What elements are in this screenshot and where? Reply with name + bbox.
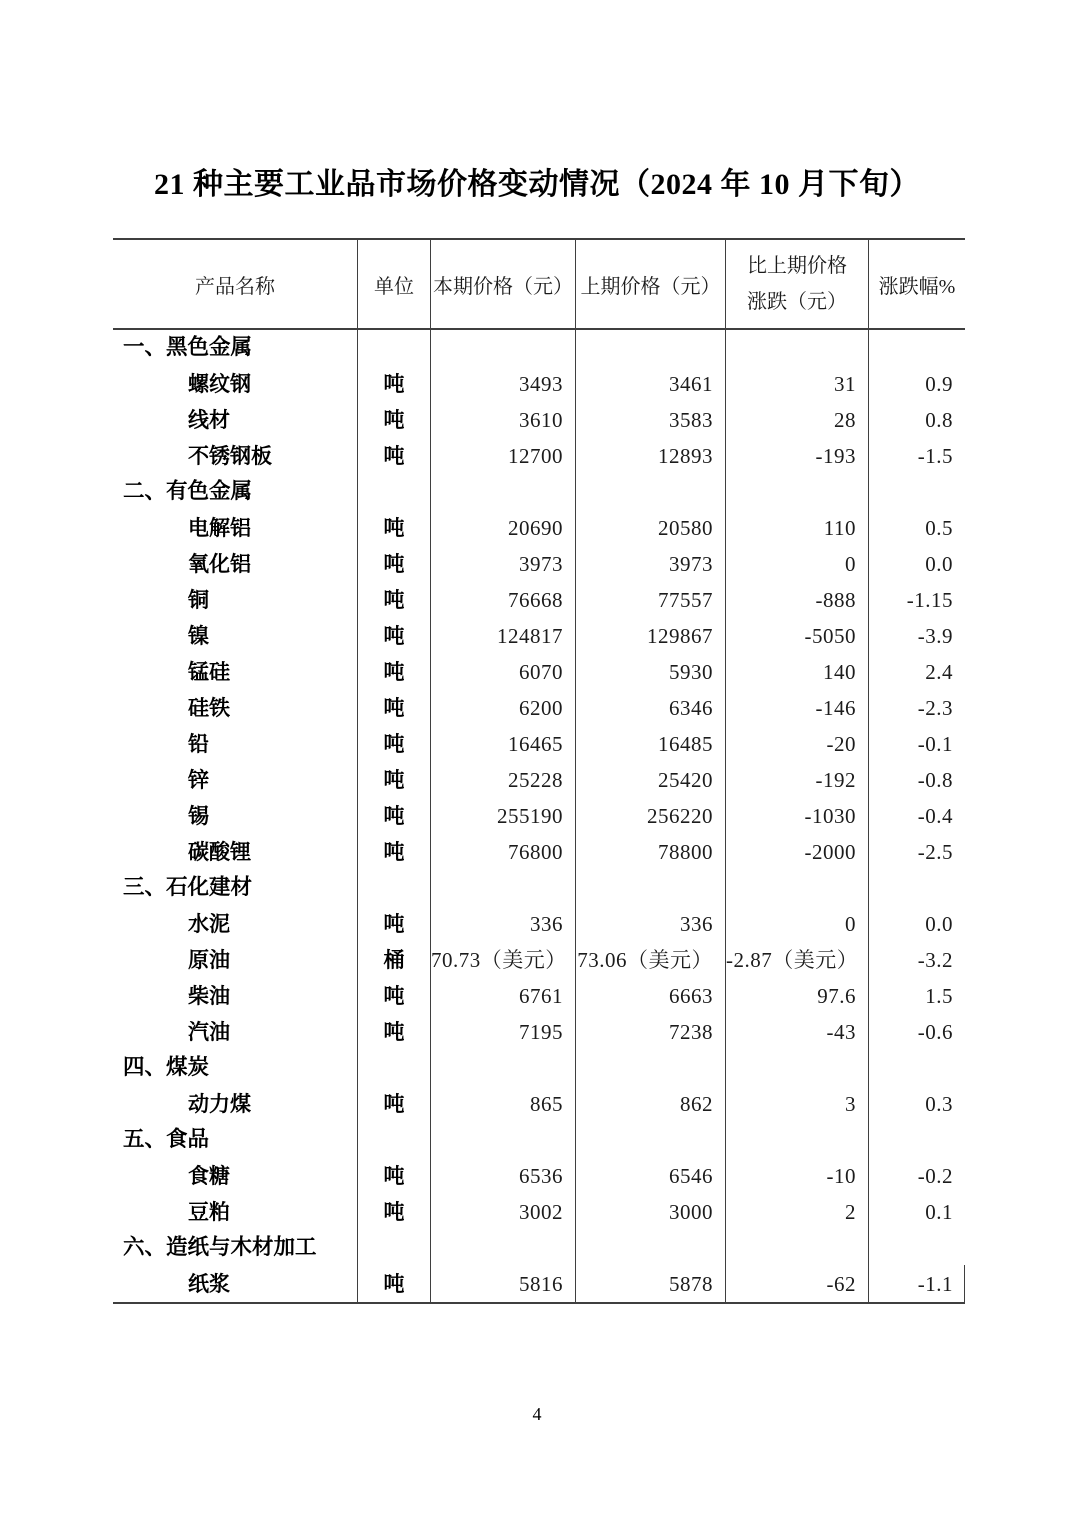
unit-cell: 吨 <box>357 618 430 654</box>
change-pct-cell: 0.8 <box>868 402 965 438</box>
unit-cell: 吨 <box>357 402 430 438</box>
product-name-cell: 碳酸锂 <box>188 840 251 864</box>
unit-cell: 吨 <box>357 510 430 546</box>
change-cell: -43 <box>725 1014 868 1050</box>
current-price-cell: 3493 <box>430 366 575 402</box>
unit-cell: 吨 <box>357 762 430 798</box>
current-price-cell: 20690 <box>430 510 575 546</box>
unit-cell <box>357 1230 430 1266</box>
change-cell <box>725 330 868 366</box>
section-row <box>113 1122 965 1158</box>
change-cell: -192 <box>725 762 868 798</box>
product-name-cell: 镍 <box>188 624 209 648</box>
header-current-price: 本期价格（元） <box>430 240 575 328</box>
product-name-cell: 一、黑色金属 <box>123 335 253 360</box>
current-price-cell: 336 <box>430 906 575 942</box>
change-cell <box>725 474 868 510</box>
change-pct-cell: -0.1 <box>868 726 965 762</box>
unit-cell <box>357 330 430 366</box>
product-name-cell: 原油 <box>188 948 230 972</box>
unit-cell: 吨 <box>357 906 430 942</box>
product-name-cell: 二、有色金属 <box>123 479 253 504</box>
change-pct-cell <box>868 330 965 366</box>
unit-cell: 吨 <box>357 654 430 690</box>
previous-price-cell: 7238 <box>575 1014 725 1050</box>
product-name-cell: 六、造纸与木材加工 <box>123 1235 317 1260</box>
product-name-cell: 三、石化建材 <box>123 875 253 900</box>
table-body <box>113 330 965 1302</box>
change-pct-cell: 0.0 <box>868 546 965 582</box>
header-change-lines <box>747 248 847 320</box>
unit-cell <box>357 1122 430 1158</box>
previous-price-cell: 25420 <box>575 762 725 798</box>
change-cell: 28 <box>725 402 868 438</box>
product-row <box>113 1086 965 1122</box>
unit-cell: 吨 <box>357 366 430 402</box>
current-price-cell <box>430 474 575 510</box>
unit-cell <box>357 474 430 510</box>
current-price-cell: 865 <box>430 1086 575 1122</box>
current-price-cell: 7195 <box>430 1014 575 1050</box>
header-change-line2: 涨跌（元） <box>747 291 847 313</box>
header-unit: 单位 <box>357 240 430 328</box>
change-pct-cell: -1.5 <box>868 438 965 474</box>
previous-price-cell: 12893 <box>575 438 725 474</box>
change-cell: -2000 <box>725 834 868 870</box>
current-price-cell: 12700 <box>430 438 575 474</box>
header-product-name: 产品名称 <box>195 275 275 298</box>
change-cell: 97.6 <box>725 978 868 1014</box>
unit-cell: 吨 <box>357 1194 430 1230</box>
unit-cell: 吨 <box>357 1086 430 1122</box>
product-row <box>113 438 965 474</box>
change-cell: -2.87（美元） <box>725 942 868 978</box>
change-pct-cell: -0.8 <box>868 762 965 798</box>
header-change-line1: 比上期价格 <box>747 255 847 277</box>
product-name-cell: 锡 <box>188 804 209 828</box>
change-pct-cell: 0.5 <box>868 510 965 546</box>
current-price-cell: 6536 <box>430 1158 575 1194</box>
current-price-cell <box>430 1122 575 1158</box>
previous-price-cell: 77557 <box>575 582 725 618</box>
unit-cell: 吨 <box>357 690 430 726</box>
previous-price-cell: 6546 <box>575 1158 725 1194</box>
unit-cell <box>357 870 430 906</box>
section-row <box>113 330 965 366</box>
previous-price-cell: 862 <box>575 1086 725 1122</box>
previous-price-cell: 78800 <box>575 834 725 870</box>
previous-price-cell: 73.06（美元） <box>575 942 725 978</box>
change-cell <box>725 870 868 906</box>
change-cell: 2 <box>725 1194 868 1230</box>
change-pct-cell <box>868 474 965 510</box>
product-row <box>113 1266 965 1302</box>
change-pct-cell <box>868 1230 965 1266</box>
current-price-cell: 6200 <box>430 690 575 726</box>
product-row <box>113 402 965 438</box>
unit-cell: 吨 <box>357 546 430 582</box>
previous-price-cell: 3000 <box>575 1194 725 1230</box>
section-row <box>113 870 965 906</box>
change-pct-cell: -1.15 <box>868 582 965 618</box>
unit-cell: 吨 <box>357 438 430 474</box>
change-cell: 0 <box>725 546 868 582</box>
product-name-cell: 豆粕 <box>188 1200 230 1224</box>
section-row <box>113 474 965 510</box>
previous-price-cell: 20580 <box>575 510 725 546</box>
change-pct-cell <box>868 870 965 906</box>
product-name-cell: 硅铁 <box>188 696 230 720</box>
current-price-cell: 76668 <box>430 582 575 618</box>
section-row <box>113 1050 965 1086</box>
previous-price-cell: 3973 <box>575 546 725 582</box>
current-price-cell <box>430 1230 575 1266</box>
change-pct-cell: -3.9 <box>868 618 965 654</box>
unit-cell: 桶 <box>357 942 430 978</box>
change-cell <box>725 1122 868 1158</box>
previous-price-cell: 256220 <box>575 798 725 834</box>
current-price-cell: 255190 <box>430 798 575 834</box>
change-cell: 31 <box>725 366 868 402</box>
product-row <box>113 906 965 942</box>
product-name-cell: 五、食品 <box>123 1127 210 1152</box>
previous-price-cell: 129867 <box>575 618 725 654</box>
current-price-cell: 5816 <box>430 1266 575 1302</box>
section-row <box>113 1230 965 1266</box>
change-cell: 110 <box>725 510 868 546</box>
product-row <box>113 690 965 726</box>
previous-price-cell: 6663 <box>575 978 725 1014</box>
header-change <box>725 240 868 328</box>
page-title: 21 种主要工业品市场价格变动情况（2024 年 10 月下旬） <box>154 168 920 201</box>
change-pct-cell: -1.1 <box>868 1266 965 1302</box>
change-pct-cell: 1.5 <box>868 978 965 1014</box>
change-pct-cell: -3.2 <box>868 942 965 978</box>
current-price-cell: 124817 <box>430 618 575 654</box>
product-row <box>113 942 965 978</box>
product-row <box>113 726 965 762</box>
product-name-cell: 螺纹钢 <box>188 372 251 396</box>
unit-cell: 吨 <box>357 582 430 618</box>
product-name-cell: 四、煤炭 <box>123 1055 210 1080</box>
previous-price-cell: 5878 <box>575 1266 725 1302</box>
product-row <box>113 366 965 402</box>
unit-cell: 吨 <box>357 1158 430 1194</box>
change-cell: -20 <box>725 726 868 762</box>
price-table <box>113 238 965 1304</box>
product-row <box>113 978 965 1014</box>
change-cell: -193 <box>725 438 868 474</box>
change-cell: -1030 <box>725 798 868 834</box>
current-price-cell: 3610 <box>430 402 575 438</box>
current-price-cell: 76800 <box>430 834 575 870</box>
change-cell <box>725 1050 868 1086</box>
current-price-cell <box>430 330 575 366</box>
product-row <box>113 1158 965 1194</box>
change-pct-cell: 0.3 <box>868 1086 965 1122</box>
change-cell <box>725 1230 868 1266</box>
product-name-cell: 纸浆 <box>188 1272 230 1296</box>
current-price-cell: 16465 <box>430 726 575 762</box>
previous-price-cell: 6346 <box>575 690 725 726</box>
product-row <box>113 582 965 618</box>
header-change-pct: 涨跌幅% <box>868 240 965 328</box>
change-pct-cell: -0.4 <box>868 798 965 834</box>
unit-cell: 吨 <box>357 726 430 762</box>
product-row <box>113 618 965 654</box>
product-row <box>113 510 965 546</box>
product-row <box>113 834 965 870</box>
product-name-cell: 电解铝 <box>188 516 251 540</box>
previous-price-cell <box>575 1050 725 1086</box>
product-name-cell: 不锈钢板 <box>188 444 272 468</box>
change-cell: -10 <box>725 1158 868 1194</box>
previous-price-cell <box>575 474 725 510</box>
current-price-cell: 6070 <box>430 654 575 690</box>
previous-price-cell: 336 <box>575 906 725 942</box>
current-price-cell: 25228 <box>430 762 575 798</box>
change-pct-cell <box>868 1122 965 1158</box>
change-cell: -62 <box>725 1266 868 1302</box>
table-header-row <box>113 240 965 330</box>
change-cell: 140 <box>725 654 868 690</box>
previous-price-cell <box>575 1122 725 1158</box>
previous-price-cell: 3583 <box>575 402 725 438</box>
change-pct-cell: 2.4 <box>868 654 965 690</box>
current-price-cell <box>430 870 575 906</box>
change-pct-cell: 0.0 <box>868 906 965 942</box>
change-cell: -5050 <box>725 618 868 654</box>
product-name-cell: 汽油 <box>188 1020 230 1044</box>
previous-price-cell <box>575 870 725 906</box>
product-name-cell: 食糖 <box>188 1164 230 1188</box>
table-right-border-fragment <box>964 1265 966 1302</box>
change-pct-cell: -0.6 <box>868 1014 965 1050</box>
change-cell: -146 <box>725 690 868 726</box>
current-price-cell <box>430 1050 575 1086</box>
change-pct-cell: -2.3 <box>868 690 965 726</box>
product-name-cell: 铅 <box>188 732 209 756</box>
page-number: 4 <box>532 1404 542 1424</box>
change-cell: -888 <box>725 582 868 618</box>
unit-cell: 吨 <box>357 1266 430 1302</box>
change-pct-cell: -2.5 <box>868 834 965 870</box>
header-previous-price: 上期价格（元） <box>575 240 725 328</box>
previous-price-cell <box>575 1230 725 1266</box>
unit-cell: 吨 <box>357 978 430 1014</box>
product-row <box>113 546 965 582</box>
product-name-cell: 锰硅 <box>188 660 230 684</box>
current-price-cell: 3973 <box>430 546 575 582</box>
change-pct-cell: -0.2 <box>868 1158 965 1194</box>
unit-cell: 吨 <box>357 834 430 870</box>
change-pct-cell: 0.1 <box>868 1194 965 1230</box>
product-row <box>113 1014 965 1050</box>
current-price-cell: 6761 <box>430 978 575 1014</box>
product-row <box>113 762 965 798</box>
previous-price-cell: 3461 <box>575 366 725 402</box>
previous-price-cell <box>575 330 725 366</box>
previous-price-cell: 5930 <box>575 654 725 690</box>
product-row <box>113 798 965 834</box>
product-name-cell: 动力煤 <box>188 1092 251 1116</box>
unit-cell: 吨 <box>357 798 430 834</box>
product-row <box>113 1194 965 1230</box>
product-name-cell: 柴油 <box>188 984 230 1008</box>
product-name-cell: 线材 <box>188 408 230 432</box>
change-cell: 0 <box>725 906 868 942</box>
unit-cell <box>357 1050 430 1086</box>
product-name-cell: 锌 <box>188 768 209 792</box>
change-pct-cell <box>868 1050 965 1086</box>
product-name-cell: 氧化铝 <box>188 552 251 576</box>
previous-price-cell: 16485 <box>575 726 725 762</box>
current-price-cell: 3002 <box>430 1194 575 1230</box>
change-cell: 3 <box>725 1086 868 1122</box>
current-price-cell: 70.73（美元） <box>430 942 575 978</box>
unit-cell: 吨 <box>357 1014 430 1050</box>
product-name-cell: 水泥 <box>188 912 230 936</box>
change-pct-cell: 0.9 <box>868 366 965 402</box>
product-name-cell: 铜 <box>188 588 209 612</box>
product-row <box>113 654 965 690</box>
